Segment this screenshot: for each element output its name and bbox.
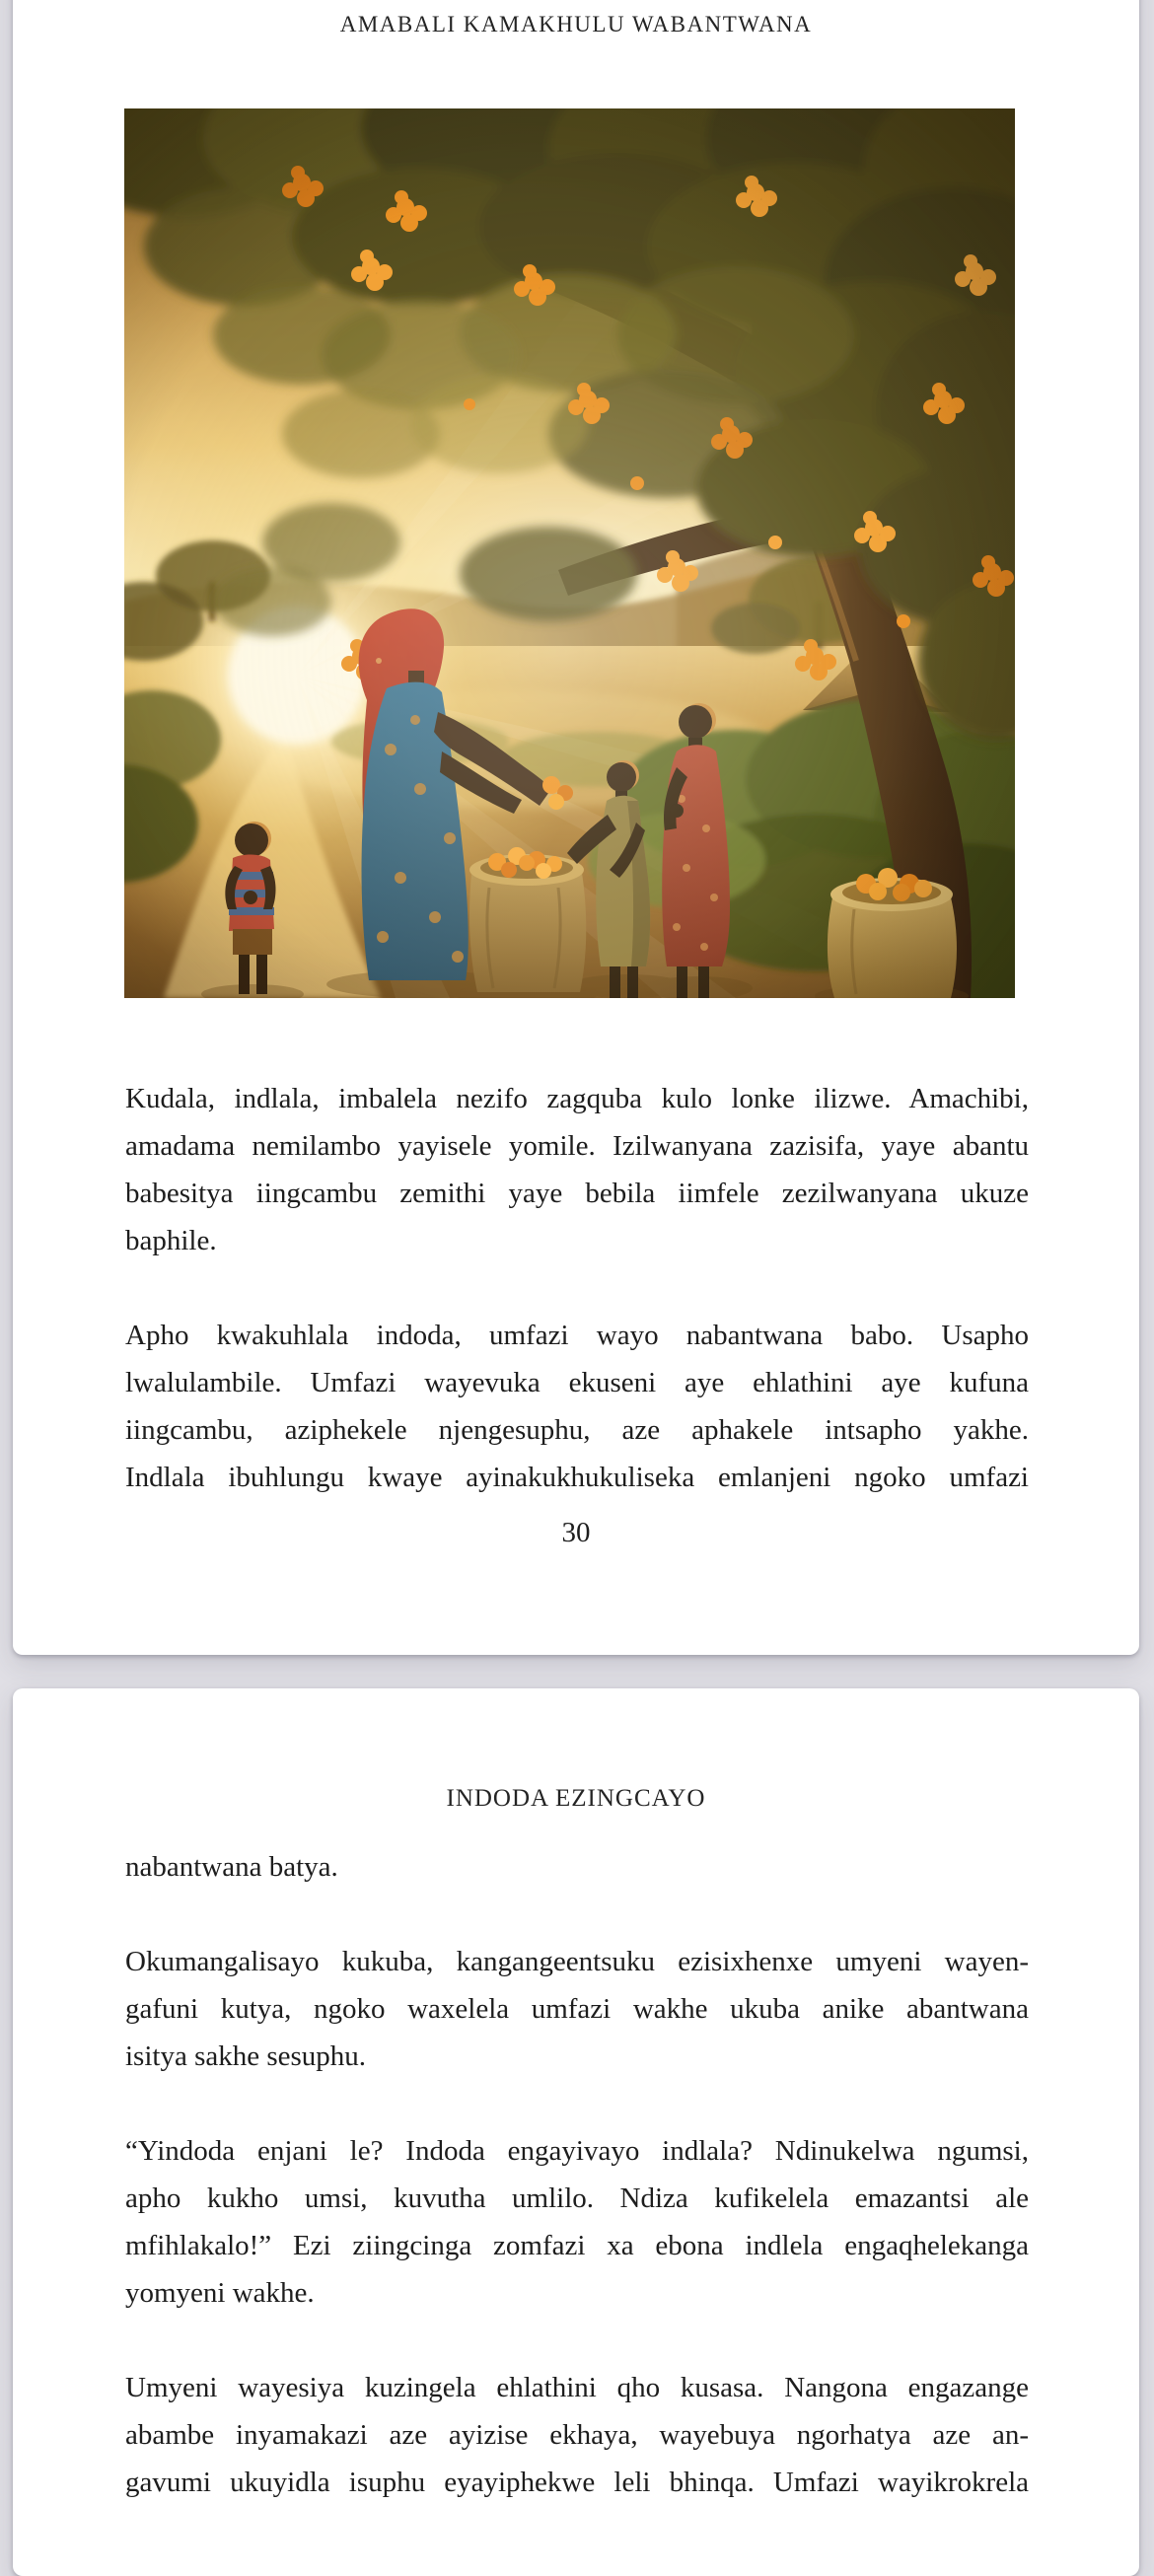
page-number-label: 30 xyxy=(561,1517,591,1548)
text-line: abambe inyamakazi aze ayizise ekhaya, wayebuya ngorhatya aze an- xyxy=(125,2419,1029,2451)
text-line: Okumangalisayo kukuba, kangangeentsuku ezisixhenxe umyeni wayen- xyxy=(125,1946,1029,1977)
text-line: Umyeni wayesiya kuzingela ehlathini qho kusasa. Nangona engazange xyxy=(125,2372,1029,2403)
light-overlays xyxy=(124,108,1015,998)
text-line: iingcambu, aziphekele njengesuphu, aze aphakele intsapho yakhe. xyxy=(125,1414,1029,1446)
book-page-31 xyxy=(13,1688,1139,2576)
text-line: yomyeni wakhe. xyxy=(125,2277,315,2309)
text-line: babesitya iingcambu zemithi yaye bebila iimfele zezilwanyana ukuze xyxy=(125,1178,1029,1209)
story-illustration-svg xyxy=(124,108,1015,998)
text-line: apho kukho umsi, kuvutha umlilo. Ndiza kufikelela emazantsi ale xyxy=(125,2182,1029,2214)
text-line: amadama nemilambo yayisele yomile. Izilwanyana zazisifa, yaye abantu xyxy=(125,1130,1029,1162)
text-line: Indlala ibuhlungu kwaye ayinakukhukuliseka emlanjeni ngoko umfazi xyxy=(125,1462,1029,1493)
body-paragraph xyxy=(125,1843,1029,1891)
text-line: gavumi ukuyidla isuphu eyayiphekwe leli bhinqa. Umfazi wayikrokrela xyxy=(125,2467,1029,2498)
text-line: “Yindoda enjani le? Indoda engayivayo indlala? Ndinukelwa ngumsi, xyxy=(125,2135,1029,2167)
book-title-running-head: AMABALI KAMAKHULU WABANTWANA xyxy=(339,12,813,36)
text-line: mfihlakalo!” Ezi ziingcinga zomfazi xa ebona indlela engaqhelekanga xyxy=(125,2230,1029,2261)
text-line: Kudala, indlala, imbalela nezifo zagquba kulo lonke ilizwe. Amachibi, xyxy=(125,1083,1029,1114)
body-paragraph xyxy=(125,1938,1029,2080)
chapter-running-head: INDODA EZINGCAYO xyxy=(446,1785,706,1812)
body-paragraph xyxy=(125,2127,1029,2317)
text-line: nabantwana batya. xyxy=(125,1851,338,1883)
text-line: baphile. xyxy=(125,1225,217,1256)
text-line: Apho kwakuhlala indoda, umfazi wayo nabantwana babo. Usapho xyxy=(125,1320,1029,1351)
text-line: lwalulambile. Umfazi wayevuka ekuseni aye ehlathini aye kufuna xyxy=(125,1367,1029,1398)
story-illustration xyxy=(124,108,1015,998)
body-paragraph xyxy=(125,2364,1029,2506)
vignette xyxy=(124,108,1015,998)
text-line: isitya sakhe sesuphu. xyxy=(125,2040,367,2072)
text-line: gafuni kutya, ngoko waxelela umfazi wakhe ukuba anike abantwana xyxy=(125,1993,1029,2025)
body-paragraph xyxy=(125,1312,1029,1501)
book-page-30 xyxy=(13,0,1139,1655)
body-paragraph xyxy=(125,1075,1029,1264)
